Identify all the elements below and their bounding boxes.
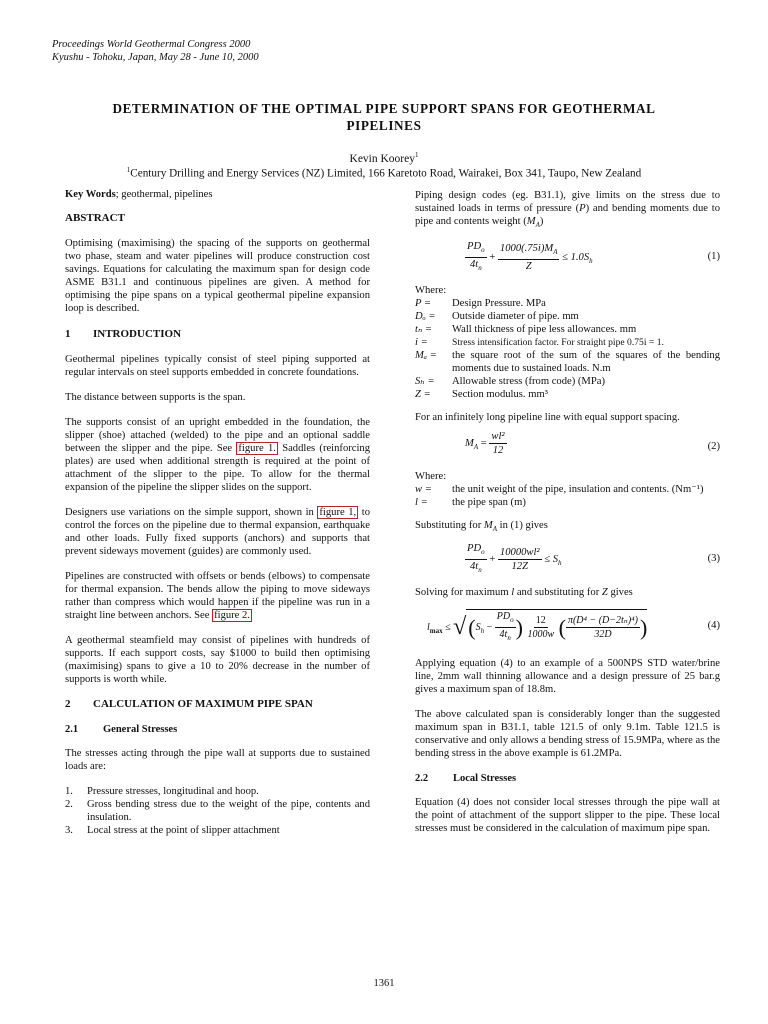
definition-row	[415, 310, 720, 323]
def-symbol: w =	[415, 484, 432, 496]
section-2-1-heading	[65, 723, 370, 736]
proceedings-header	[52, 38, 259, 64]
eq4-rel: ≤	[445, 622, 451, 634]
author-affiliation	[60, 163, 708, 181]
eq2-lhs: M	[465, 438, 474, 450]
keywords-text: ; geothermal, pipelines	[115, 189, 213, 200]
intro-paragraph-6: A geothermal steamfield may consist of pipelines with hundreds of supports. If each support costs, say $1000 to build then optimising (maximising) spans to give a 10 to 20% decrease in the number of supports is worth while.	[65, 635, 370, 685]
eq4-num2: 12	[535, 615, 546, 627]
definition-row	[415, 483, 720, 496]
eq4-minus: −	[486, 622, 493, 634]
eq4-den2: 1000w	[527, 629, 555, 641]
eq4-S-sub: h	[480, 627, 485, 636]
keywords	[65, 188, 370, 201]
eq1-num1-sub: o	[481, 246, 485, 255]
paper-title	[60, 100, 708, 134]
affiliation-text: Century Drilling and Energy Services (NZ) Limited, 166 Karetoto Road, Wairakei, Box 341, Taupo, New Zealand	[130, 167, 642, 180]
section-2-2-heading	[415, 772, 720, 785]
list-text: Gross bending stress due to the weight of the pipe, contents and insulation.	[87, 799, 370, 823]
eq4-frac-1	[495, 610, 516, 645]
eq1-rel-sub: h	[589, 257, 593, 266]
title-line-1: DETERMINATION OF THE OPTIMAL PIPE SUPPORT SPANS FOR GEOTHERMAL	[112, 101, 656, 116]
author-name-text: Kevin Koorey	[349, 152, 415, 165]
page-number: 1361	[373, 978, 395, 989]
def-symbol: tₙ =	[415, 324, 433, 336]
p4-text-b: to control the forces on the pipeline due to thermal expansion, earthquake and other loads. Fully fixed supports (anchors) and supports that prevent sideways movement (guides) are commonly used.	[65, 507, 371, 557]
eq1-den1-sub: n	[478, 264, 482, 273]
equation-1	[415, 240, 720, 276]
eq1-rel: ≤ 1.0S	[562, 252, 590, 264]
r1-text-b: ) and bending moments due to pipe and contents weight (	[415, 203, 720, 227]
p5-text-a: Pipelines are constructed with offsets or bends (elbows) to compensate for thermal expansion. The bends allow the piping to move sideways rather than compress which would happen if the pipeline was run in a straight line between anchors. See	[65, 571, 370, 621]
affil-sup: 1	[126, 166, 131, 174]
eq3-frac-1	[465, 542, 487, 577]
section-1-heading	[65, 328, 370, 341]
design-codes-paragraph	[415, 189, 720, 232]
def-text: Stress intensification factor. For straight pipe 0.75i = 1.	[452, 337, 664, 349]
intro-paragraph-4	[65, 506, 370, 558]
r4-text-b: and substituting for	[514, 587, 602, 599]
r1-text-c: )	[539, 216, 544, 227]
list-item	[65, 824, 370, 837]
eq4-frac-2	[525, 614, 556, 641]
eq4-radicand: ($S_h$ − $\frac{PD_o}{4t_n}$ ) $\frac{12}{1000w}$ ( $\frac{\text{π(D⁴ − (D−2tₙ)⁴)}}{32D}$ )	[466, 609, 647, 645]
def-text: the pipe span (m)	[452, 497, 526, 509]
def-text: Outside diameter of pipe. mm	[452, 311, 579, 323]
eq4-lhs: l	[427, 622, 430, 634]
def-symbol: Sₕ =	[415, 376, 435, 388]
list-item	[65, 798, 370, 824]
local-stresses-paragraph: Equation (4) does not consider local stresses through the pipe wall at the point of attachment of the support slipper to the pipe. These local stresses must be considered in the calculation of maximum pipe span.	[415, 797, 720, 835]
r3-text-a: Substituting for	[415, 520, 484, 532]
keywords-label: Key Words	[65, 189, 116, 200]
left-column	[65, 188, 370, 837]
eq4-num1-sub: o	[510, 616, 514, 625]
eq3-rel-sub: h	[558, 559, 562, 568]
title-line-2: PIPELINES	[346, 118, 422, 133]
section-2-heading	[65, 698, 370, 711]
eq2-equals: =	[480, 438, 487, 450]
section-2-1-title: General Stresses	[103, 724, 178, 735]
eq2-num: wl²	[491, 431, 505, 443]
def-symbol: P =	[415, 298, 432, 310]
def-symbol: Z =	[415, 389, 431, 401]
equation-4	[415, 605, 720, 649]
stress-list	[65, 785, 370, 837]
def-text: the square root of the sum of the squares of the bending moments due to sustained loads. N.m	[452, 350, 720, 375]
r1-text-a: Piping design codes (eg. B31.1), give limits on the stress due to sustained loads in terms of pressure (	[415, 190, 720, 214]
section-2-2-title: Local Stresses	[453, 773, 517, 785]
definitions-1	[415, 297, 720, 401]
def-text: Section modulus. mm³	[452, 389, 548, 401]
eq2-frac	[489, 430, 506, 457]
eq1-frac-1	[465, 240, 487, 275]
def-text: Allowable stress (from code) (MPa)	[452, 376, 605, 388]
eq3-num1: PD	[467, 543, 482, 555]
eq1-plus: +	[489, 252, 496, 264]
section-2-number: 2	[65, 698, 71, 710]
eq4-num3: π(D⁴ − (D−2tₙ)⁴)	[567, 615, 638, 627]
section-2-2-number: 2.2	[415, 773, 429, 785]
radical-sign: √	[453, 614, 467, 641]
definition-row	[415, 375, 720, 388]
r4-l: l	[511, 587, 515, 599]
eq4-den1-sub: n	[507, 634, 511, 643]
eq4-lhs-sub: max	[429, 627, 443, 636]
list-number: 2.	[65, 799, 73, 810]
def-symbol: i =	[415, 337, 428, 349]
eq1-den1: 4t	[469, 259, 479, 271]
eq2-den: 12	[492, 445, 504, 457]
section-1-title: INTRODUCTION	[93, 328, 182, 340]
definition-row	[415, 336, 720, 349]
section-2-title: CALCULATION OF MAXIMUM PIPE SPAN	[93, 698, 313, 710]
definition-row	[415, 297, 720, 310]
eq3-frac-2	[498, 546, 542, 573]
definitions-2	[415, 483, 720, 509]
def-symbol: Mₐ =	[415, 350, 437, 362]
figure-1-link[interactable]: figure 1.	[238, 443, 276, 454]
applying-paragraph: Applying equation (4) to an example of a 500NPS STD water/brine line, 2mm wall thinning allowance and a design pressure of 25 bar.g gives a maximum span of 18.8m.	[415, 658, 720, 696]
list-number: 3.	[65, 825, 73, 836]
substituting-paragraph	[415, 519, 720, 536]
header-line-2: Kyushu - Tohoku, Japan, May 28 - June 10, 2000	[52, 52, 259, 63]
equation-2-label: (2)	[707, 441, 720, 453]
infinite-pipeline-paragraph: For an infinitely long pipeline line with equal support spacing.	[415, 412, 680, 424]
r4-text-c: gives	[607, 587, 633, 599]
def-text: the unit weight of the pipe, insulation and contents. (Nm⁻¹)	[452, 484, 704, 496]
def-symbol: l =	[415, 497, 428, 509]
equation-3-body	[465, 542, 562, 577]
p4-text-a: Designers use variations on the simple support, shown in	[65, 507, 318, 518]
eq1-num1: PD	[467, 241, 482, 253]
eq3-den1: 4t	[469, 561, 479, 573]
intro-paragraph-1: Geothermal pipelines typically consist of steel piping supported at regular intervals on steel supports embedded in concrete foundations.	[65, 354, 370, 378]
definition-row	[415, 388, 720, 401]
eq1-num2-sub: A	[553, 248, 558, 257]
list-text: Local stress at the point of slipper attachment	[87, 825, 280, 836]
equation-2	[415, 430, 720, 462]
figure-2-link[interactable]: figure 2.	[214, 610, 250, 621]
abstract-text: Optimising (maximising) the spacing of the supports on geothermal two phase, steam and water pipelines will produce construction cost savings. Equations for calculating the maximum span for design code ASME B31.1 and continuous pipelines are given. A method for optimising the pipe spans on a typical geothermal pipeline expansion loop is described.	[65, 238, 370, 314]
r4-text-a: Solving for maximum	[415, 587, 512, 599]
eq3-den2: 12Z	[511, 561, 528, 573]
list-number: 1.	[65, 786, 73, 797]
where-label-2: Where:	[415, 471, 447, 483]
r1-M-sub: A	[535, 221, 540, 230]
intro-paragraph-2: The distance between supports is the span.	[65, 392, 246, 403]
section-2-1-number: 2.1	[65, 724, 79, 735]
figure-1-link-2[interactable]: figure 1,	[319, 507, 357, 518]
eq1-num2: 1000(.75i)M	[499, 243, 554, 255]
equation-3-label: (3)	[707, 553, 720, 565]
solving-paragraph	[415, 586, 720, 599]
eq4-num1: PD	[496, 611, 511, 623]
eq2-lhs-sub: A	[473, 443, 479, 452]
p3-text-a: The supports consist of an upright embedded in the foundation, the slipper (shoe) attached (welded) to the pipe and an optional saddle between the slipper and the pipe. See	[65, 417, 370, 454]
equation-3	[415, 542, 720, 578]
abstract-heading: ABSTRACT	[65, 212, 125, 224]
intro-paragraph-3	[65, 416, 370, 494]
equation-4-label: (4)	[707, 620, 720, 632]
eq4-den1: 4t	[499, 629, 508, 641]
r1-M: M	[526, 216, 536, 227]
eq3-num1-sub: o	[481, 548, 485, 557]
eq3-den1-sub: n	[478, 566, 482, 575]
def-text: Design Pressure. MPa	[452, 298, 546, 310]
eq4-S: S	[475, 622, 481, 634]
stresses-intro: The stresses acting through the pipe wall at supports due to sustained loads are:	[65, 748, 370, 772]
calculated-span-paragraph: The above calculated span is considerably longer than the suggested maximum span in B31.1, table 121.5 of only 9.1m. Table 121.5 is conservative and only allows a bending stress of 15.9MPa, where as the bending stress in the above example is 61.2MPa.	[415, 709, 720, 760]
definition-row	[415, 349, 720, 375]
equation-1-label: (1)	[707, 251, 720, 263]
eq1-frac-2	[498, 242, 560, 273]
list-item	[65, 785, 370, 798]
equation-1-body	[465, 240, 593, 275]
r4-Z: Z	[601, 587, 608, 599]
eq3-plus: +	[489, 554, 496, 566]
r3-M-sub: A	[492, 525, 497, 534]
p3-text-b: Saddles (reinforcing plates) are used when additional strength is required at the point of attachment of the slipper to the pipe. To allow for the thermal expansion of the pipeline the slipper slides on the support.	[65, 443, 371, 493]
intro-paragraph-5	[65, 570, 370, 622]
r1-P: P	[579, 203, 586, 214]
eq1-den2: Z	[525, 261, 532, 273]
equation-2-body	[465, 430, 507, 457]
equation-4-body	[427, 609, 647, 645]
header-line-1: Proceedings World Geothermal Congress 2000	[52, 39, 251, 50]
eq3-num2: 10000wl²	[499, 547, 540, 559]
r3-M: M	[483, 520, 493, 532]
eq4-den3: 32D	[594, 629, 612, 641]
section-1-number: 1	[65, 328, 71, 340]
author-sup: 1	[414, 151, 419, 159]
eq4-frac-3	[566, 614, 640, 641]
def-symbol: Dₒ =	[415, 311, 436, 323]
list-text: Pressure stresses, longitudinal and hoop.	[87, 786, 259, 797]
right-column	[415, 189, 720, 847]
r3-text-b: in (1) gives	[496, 520, 548, 532]
eq3-rel: ≤ S	[544, 554, 559, 566]
definition-row	[415, 323, 720, 336]
def-text: Wall thickness of pipe less allowances. mm	[452, 324, 637, 336]
where-label-1: Where:	[415, 285, 447, 297]
definition-row	[415, 496, 720, 509]
